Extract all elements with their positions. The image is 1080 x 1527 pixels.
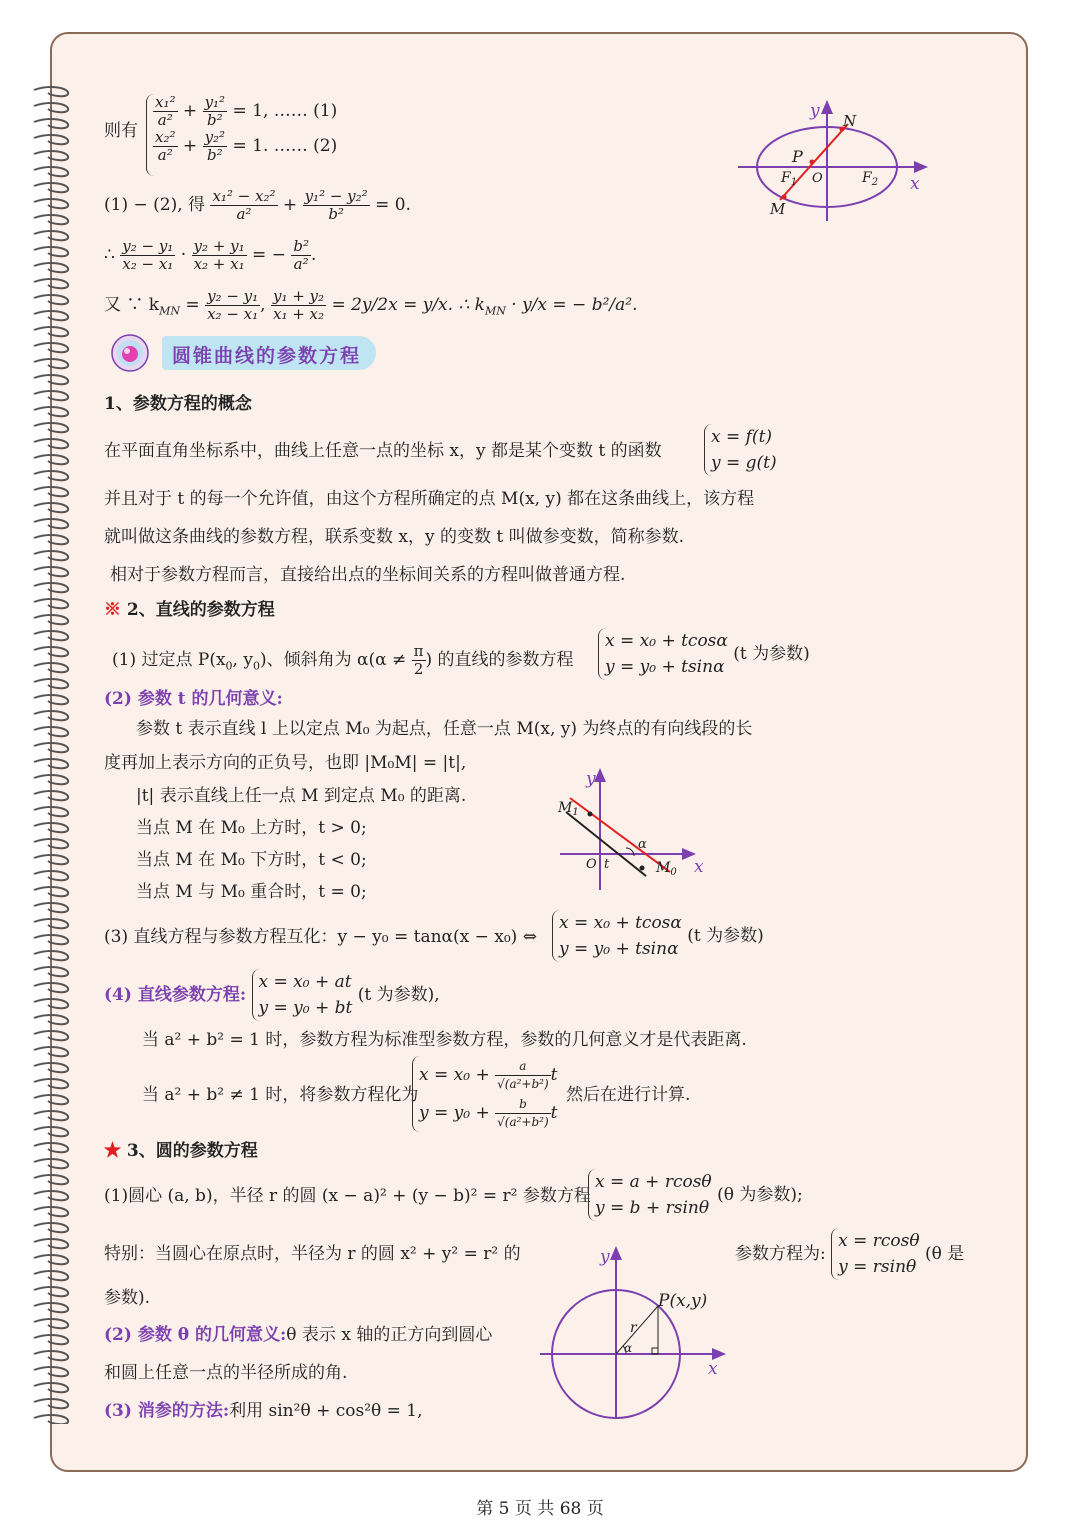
s3-item1: (1)圆心 (a, b)，半径 r 的圆 (x − a)² + (y − b)² = r² 参数方程 [104,1186,591,1206]
spiral-coil [34,903,68,912]
line-figure [552,764,722,894]
spiral-coil [34,711,68,720]
spiral-coil [34,263,68,272]
s2-heading: ※ 2、直线的参数方程 [104,600,275,620]
spiral-coil [34,983,68,992]
spiral-coil [34,887,68,896]
s3-item3: (3) 消参的方法:利用 sin²θ + cos²θ = 1, [104,1401,423,1421]
circle-y-label: y [600,1247,610,1267]
spiral-coil [34,343,68,352]
ellipse-n-label: N [843,112,857,130]
circle-p-label: P(x,y) [658,1291,708,1311]
spiral-coil [34,807,68,816]
s2-item4: (4) 直线参数方程: x = x₀ + at y = y₀ + bt (t 为参数), [104,969,440,1021]
spiral-coil [34,775,68,784]
ellipse-p-label: P [792,147,803,166]
spiral-coil [34,167,68,176]
spiral-coil [34,583,68,592]
spiral-coil [34,679,68,688]
s2-item2-head: (2) 参数 t 的几何意义: [104,689,283,709]
s2-item3: (3) 直线方程与参数方程互化：y − y₀ = tanα(x − x₀) ⇔ [104,927,537,947]
ellipse-f1-label: $F_1$ [781,170,798,188]
derivation-therefore: ∴ $\frac{\text{y₂ − y₁}}{\text{x₂ − x₁}}$ · $\frac{\text{y₂ + y₁}}{\text{x₂ + x₁}}$ = − $\frac{\text{b²}}{\text{a²}}$ . [104,237,317,273]
s3-item2: (2) 参数 θ 的几何意义:θ 表示 x 轴的正方向到圆心 [104,1325,493,1345]
spiral-coil [34,423,68,432]
section-title [104,334,376,372]
s2-item1: (1) 过定点 $P(x_0$, $y_0$)、倾斜角为 α(α ≠ $\frac{\pi}{2}$ ) 的直线的参数方程 [112,642,574,678]
line-m1-label: $M_1$ [558,800,579,818]
spiral-coil [34,327,68,336]
s2-item2-c3: 当点 M 与 M₀ 重合时，t = 0; [136,882,367,902]
spiral-coil [34,375,68,384]
spiral-coil [34,247,68,256]
s3-heading: ★ 3、圆的参数方程 [104,1141,258,1161]
spiral-coil [34,311,68,320]
s3-special: 特别：当圆心在原点时，半径为 r 的圆 x² + y² = r² 的 [104,1244,521,1264]
spiral-coil [34,1207,68,1216]
s1-system: x = f(t) y = g(t) [704,424,777,476]
derivation-slope: 又 ∵ $k_{MN}$ = $\frac{\text{y₂ − y₁}}{\text{x₂ − x₁}}$ , $\frac{\text{y₁ + y₂}}{\text{x₁ + x₂}}$ = 2y/2x = y/x. ∴ $k_{MN} \cdot y/x$ = − b²/a². [104,287,638,323]
spiral-binding [30,84,74,1424]
spiral-coil [34,1255,68,1264]
spiral-coil [34,231,68,240]
spiral-coil [34,1399,68,1408]
s1-p3: 就叫做这条曲线的参数方程，联系变数 x，y 的变数 t 叫做参变数，简称参数. [104,527,685,547]
spiral-coil [34,1223,68,1232]
spiral-coil [34,1111,68,1120]
s3-special-system: 参数方程为: x = rcosθ y = rsinθ (θ 是 [735,1228,964,1280]
ellipse-m-label: M [770,200,786,218]
spiral-coil [34,759,68,768]
spiral-coil [34,1287,68,1296]
spiral-coil [34,1095,68,1104]
derivation-step: (1) − (2), 得 $\frac{\text{x₁² − x₂²}}{\text{a²}}$ + $\frac{\text{y₁² − y₂²}}{\text{b²}}$ = 0. [104,187,411,223]
s3-item1-system: x = a + rcosθ y = b + rsinθ (θ 为参数); [588,1169,803,1221]
spiral-coil [34,1303,68,1312]
spiral-coil [34,631,68,640]
spiral-coil [34,999,68,1008]
s2-item4-p3: 然后在进行计算. [566,1085,691,1105]
ellipse-o-label: O [812,171,823,186]
s1-p4: 相对于参数方程而言，直接给出点的坐标间关系的方程叫做普通方程. [110,565,626,585]
spiral-coil [34,1335,68,1344]
s2-item2-c1: 当点 M 在 M₀ 上方时，t > 0; [136,818,367,838]
spiral-coil [34,599,68,608]
ellipse-y-label: y [810,101,820,121]
spiral-coil [34,391,68,400]
derivation-system: $\frac{\text{x₁²}}{\text{a²}}$ + $\frac{\text{y₁²}}{\text{b²}}$ = 1, …… (1) $\frac{\text{x₂²}}{\text{a²}}$ + $\frac{\text{y₂²}}{\text{b²}}$ = 1. …… (2) [146,94,337,176]
s1-p2: 并且对于 t 的每一个允许值，由这个方程所确定的点 M(x, y) 都在这条曲线上，该方程 [104,489,755,509]
spiral-coil [34,1415,68,1424]
spiral-coil [34,1175,68,1184]
spiral-coil [34,1191,68,1200]
spiral-coil [34,103,68,112]
eq1-tail: = 1, …… (1) [232,101,338,121]
s2-item4-p1: 当 a² + b² = 1 时，参数方程为标准型参数方程，参数的几何意义才是代表距离. [142,1030,747,1050]
spiral-coil [34,1159,68,1168]
s2-item2-p3: |t| 表示直线上任一点 M 到定点 M₀ 的距离. [136,786,467,806]
spiral-coil [34,823,68,832]
spiral-coil [34,1047,68,1056]
spiral-coil [34,1127,68,1136]
spiral-coil [34,503,68,512]
line-alpha-label: α [638,837,647,852]
spiral-coil [34,1351,68,1360]
spiral-coil [34,743,68,752]
spiral-coil [34,183,68,192]
spiral-coil [34,119,68,128]
circle-alpha-label: α [624,1341,633,1355]
ellipse-f2-label: $F_2$ [862,170,879,188]
spiral-coil [34,535,68,544]
ellipse-x-label: x [910,174,920,194]
spiral-coil [34,1383,68,1392]
derivation-zeyou: 则有 [104,121,138,141]
s2-item4-p2: 当 a² + b² ≠ 1 时，将参数方程化为 [142,1085,419,1105]
circle-figure [536,1242,736,1422]
spiral-coil [34,615,68,624]
line-m0-label: $M_0$ [656,860,677,878]
eq2-tail: = 1. …… (2) [232,136,338,156]
spiral-coil [34,279,68,288]
spiral-coil [34,663,68,672]
line-t-label: t [604,857,610,872]
section-bullet-icon [104,334,162,372]
spiral-coil [34,199,68,208]
spiral-coil [34,519,68,528]
spiral-coil [34,727,68,736]
s2-item2-p1: 参数 t 表示直线 l 上以定点 M₀ 为起点，任意一点 M(x, y) 为终点的有向线段的长 [136,719,753,739]
spiral-coil [34,295,68,304]
spiral-coil [34,135,68,144]
spiral-coil [34,487,68,496]
s2-item4-system: x = x₀ + $\frac{a}{\text{√(a²+b²)}}$ t y = y₀ + $\frac{b}{\text{√(a²+b²)}}$ t [412,1056,558,1132]
spiral-coil [34,951,68,960]
spiral-coil [34,551,68,560]
spiral-coil [34,1063,68,1072]
spiral-coil [34,1319,68,1328]
spiral-coil [34,1271,68,1280]
spiral-coil [34,359,68,368]
spiral-coil [34,1079,68,1088]
spiral-coil [34,567,68,576]
spiral-coil [34,439,68,448]
spiral-coil [34,695,68,704]
spiral-coil [34,919,68,928]
spiral-coil [34,407,68,416]
circle-x-label: x [708,1359,718,1379]
line-y-label: y [586,769,596,789]
spiral-coil [34,215,68,224]
spiral-coil [34,871,68,880]
spiral-coil [34,1015,68,1024]
spiral-coil [34,1143,68,1152]
spiral-coil [34,87,68,96]
s2-item1-system: x = x₀ + tcosα y = y₀ + tsinα (t 为参数) [598,628,810,680]
spiral-coil [34,855,68,864]
s1-heading: 1、参数方程的概念 [104,394,252,414]
circle-r-label: r [630,1320,637,1336]
page-footer: 第 5 页 共 68 页 [476,1499,604,1519]
line-x-label: x [694,857,704,877]
spiral-coil [34,455,68,464]
s3-item2-p2: 和圆上任意一点的半径所成的角. [104,1363,348,1383]
s2-item2-p2: 度再加上表示方向的正负号，也即 |M₀M| = |t|, [104,753,467,773]
spiral-coil [34,471,68,480]
spiral-coil [34,1031,68,1040]
s2-item2-c2: 当点 M 在 M₀ 下方时，t < 0; [136,850,367,870]
s2-item3-system: x = x₀ + tcosα y = y₀ + tsinα (t 为参数) [552,910,764,962]
section-title-text: 圆锥曲线的参数方程 [172,345,362,367]
spiral-coil [34,647,68,656]
line-o-label: O [586,857,597,872]
spiral-coil [34,967,68,976]
s1-p1: 在平面直角坐标系中，曲线上任意一点的坐标 x，y 都是某个变数 t 的函数 [104,441,662,461]
ellipse-figure [730,96,940,226]
s3-param-end: 参数). [104,1288,151,1308]
spiral-coil [34,935,68,944]
spiral-coil [34,839,68,848]
spiral-coil [34,791,68,800]
spiral-coil [34,151,68,160]
spiral-coil [34,1239,68,1248]
spiral-coil [34,1367,68,1376]
